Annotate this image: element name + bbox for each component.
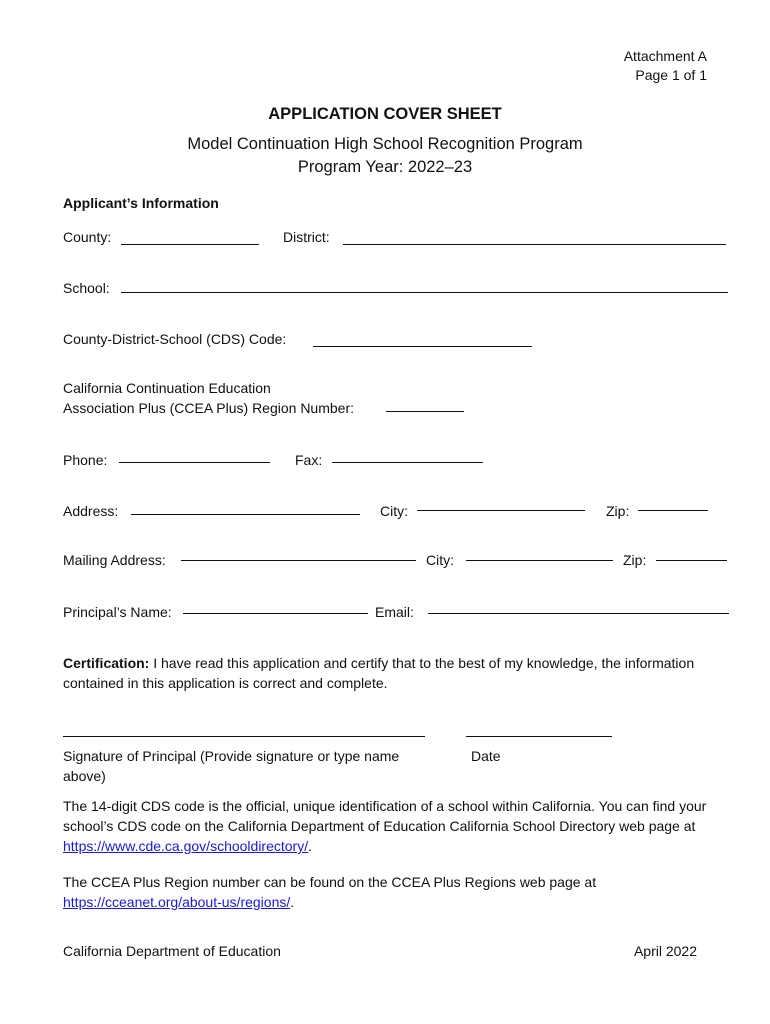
signature-field[interactable] [63,736,425,737]
school-directory-link[interactable]: https://www.cde.ca.gov/schooldirectory/ [63,838,309,854]
signature-caption: Signature of Principal (Provide signature or type name above) [63,748,400,784]
phone-field[interactable] [119,462,270,463]
city-field[interactable] [417,510,585,511]
district-label: District: [283,229,330,245]
mailing-city-field[interactable] [466,560,613,561]
footer-date: April 2022 [633,943,697,959]
address-field[interactable] [131,514,360,515]
mailing-address-label: Mailing Address: [63,552,166,568]
page-number: Page 1 of 1 [635,67,707,83]
ccea-regions-link[interactable]: https://cceanet.org/about-us/regions/ [63,894,291,910]
school-label: School: [63,280,110,296]
cds-code-field[interactable] [313,346,532,347]
phone-label: Phone: [63,452,108,468]
mailing-address-field[interactable] [181,560,416,561]
zip-label: Zip: [606,503,630,519]
document-title: APPLICATION COVER SHEET [268,105,502,123]
district-field[interactable] [343,244,726,245]
fax-field[interactable] [332,462,483,463]
certification-paragraph [63,653,713,693]
section-heading-applicant: Applicant’s Information [63,195,219,211]
cds-note-text: The 14-digit CDS code is the official, unique identification of a school within California. You can find your school’s CDS code on the California Department of Education California School Directory web page at [63,798,707,834]
county-field[interactable] [121,244,259,245]
program-year: Program Year: 2022–23 [297,158,473,176]
city-label: City: [380,503,408,519]
school-field[interactable] [121,292,728,293]
mailing-zip-field[interactable] [656,560,727,561]
principal-name-field[interactable] [183,613,368,614]
mailing-zip-label: Zip: [623,552,647,568]
program-name: Model Continuation High School Recognition Program [187,135,583,153]
date-caption: Date [471,748,501,764]
certification-text: I have read this application and certify that to the best of my knowledge, the information contained in this application is correct and complete. [63,655,695,691]
email-label: Email: [375,604,414,620]
fax-label: Fax: [295,452,323,468]
county-label: County: [63,229,112,245]
ccea-label-line2: Association Plus (CCEA Plus) Region Number: [63,400,355,416]
cds-note [63,796,711,856]
footer-organization: California Department of Education [63,943,281,959]
mailing-city-label: City: [426,552,454,568]
address-label: Address: [63,503,119,519]
cds-code-label: County-District-School (CDS) Code: [63,331,287,347]
ccea-region-field[interactable] [386,411,464,412]
date-field[interactable] [466,736,612,737]
ccea-label-line1: California Continuation Education [63,380,271,396]
zip-field[interactable] [638,510,708,511]
cds-note-end: . [308,838,312,854]
ccea-note-text: The CCEA Plus Region number can be found on the CCEA Plus Regions web page at [63,874,597,890]
certification-label: Certification: [63,655,150,671]
principal-name-label: Principal’s Name: [63,604,172,620]
ccea-note-end: . [290,894,295,910]
attachment-label: Attachment A [623,48,707,64]
ccea-note [63,872,663,912]
email-field[interactable] [428,613,729,614]
